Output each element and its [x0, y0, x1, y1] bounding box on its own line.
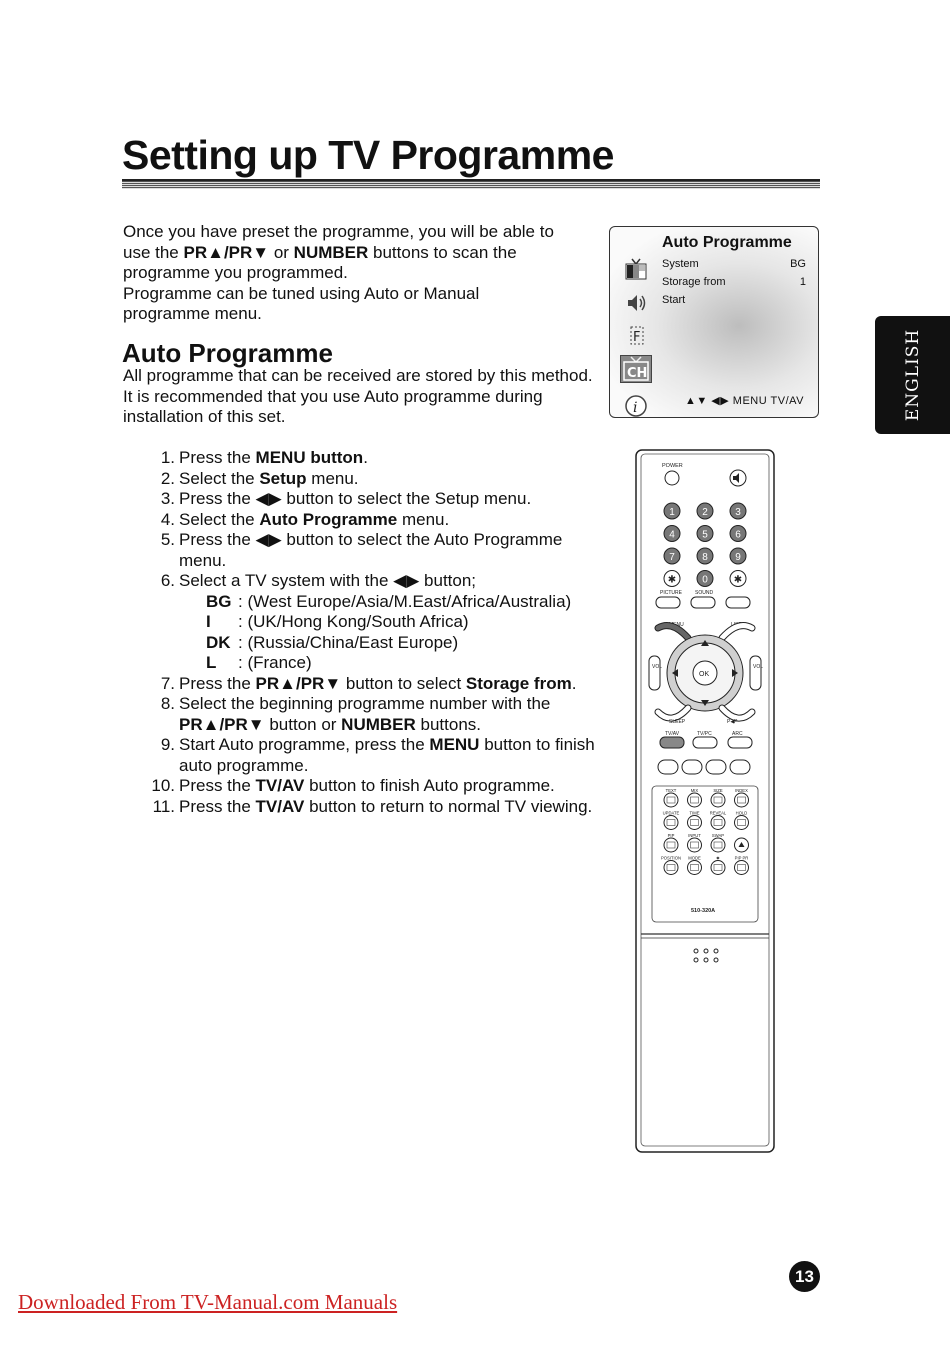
remote-teletext-button: [735, 861, 749, 875]
osd-nav-hint: ▲▼ ◀▶ MENU TV/AV: [684, 395, 804, 407]
text-run: buttons to scan the: [368, 242, 517, 262]
remote-teletext-label: PIP PR: [734, 855, 749, 861]
text-run: Select a TV system with the ◀▶ button;: [179, 571, 477, 590]
text-run: Press the ◀▶ button to select the Auto Programme menu.: [179, 530, 563, 570]
remote-tvav-label: TV/AV: [665, 731, 680, 737]
tv-system-code: L: [206, 653, 217, 672]
step-item: [140, 735, 610, 776]
step-text: [179, 674, 610, 695]
title-rule: [122, 179, 820, 189]
remote-teletext-label: ✱: [716, 855, 720, 861]
intro-paragraph: [123, 222, 603, 325]
channel-icon: [620, 355, 652, 383]
remote-number-label: 5: [702, 529, 708, 541]
remote-teletext-button: [664, 816, 678, 830]
remote-tv-radio-button: [726, 597, 750, 608]
remote-number-label: ✱: [733, 574, 743, 586]
text-run: buttons.: [415, 714, 481, 734]
remote-model-label: 510-320A: [691, 908, 716, 914]
intro-line: [123, 284, 603, 305]
remote-menu-label: MENU: [669, 622, 684, 628]
step-number: 2.: [160, 468, 175, 488]
text-run: Select the beginning programme number with the: [179, 694, 551, 713]
text-run: Press the ◀▶ button to select the Setup menu.: [179, 489, 532, 508]
remote-teletext-label: REVEAL: [709, 810, 727, 816]
bold-term: Setup: [259, 468, 307, 488]
step-text: [179, 530, 610, 571]
channel-icon-label: CH: [627, 366, 648, 381]
remote-tvpc-button: [693, 737, 717, 748]
step-item: [140, 674, 610, 695]
remote-teletext-button: [735, 816, 749, 830]
step-text: [179, 735, 610, 776]
text-run: .: [571, 673, 577, 693]
remote-number-label: 8: [702, 552, 708, 563]
step-text: [179, 571, 610, 592]
step-item: [140, 776, 610, 797]
remote-teletext-button: [711, 793, 725, 807]
text-run: .: [363, 448, 368, 467]
tv-system-regions: : (France): [238, 653, 312, 672]
remote-teletext-label: UPDATE: [662, 810, 680, 816]
step-number: 5.: [160, 530, 175, 549]
step-text: [179, 797, 610, 818]
tv-system-regions: : (UK/Hong Kong/South Africa): [238, 612, 469, 631]
intro-line: [123, 222, 603, 243]
step-text: [179, 469, 610, 490]
text-run: Once you have preset the programme, you will be able to: [123, 222, 554, 241]
picture-icon: [620, 257, 652, 285]
step-item: [140, 510, 610, 531]
text-run: menu.: [306, 468, 359, 488]
remote-number-label: 1: [669, 507, 675, 518]
text-run: Press the: [179, 673, 256, 693]
step-number: 6.: [160, 571, 175, 590]
remote-picture-button: [656, 597, 680, 608]
remote-teletext-label: SWAP: [711, 833, 725, 838]
remote-arc-button: [728, 737, 752, 748]
remote-list-label: LIST: [731, 622, 742, 628]
remote-number-label: 7: [669, 552, 675, 563]
intro-line: [123, 263, 603, 284]
remote-tvpc-label: TV/PC: [697, 731, 712, 737]
text-run: Start Auto programme, press the: [179, 735, 430, 754]
svg-text:VOL: VOL: [753, 664, 764, 670]
text-run: use the: [123, 242, 184, 262]
text-run: Select the: [179, 509, 260, 529]
page-title: Setting up TV Programme: [122, 132, 614, 178]
step-number: 8.: [160, 694, 175, 713]
step-item: [140, 448, 610, 469]
step-item: [140, 797, 610, 818]
remote-teletext-label: TIME: [689, 810, 700, 816]
step-item: [140, 571, 610, 592]
remote-teletext-button: [688, 861, 702, 875]
remote-teletext-label: MIX: [690, 788, 699, 793]
step-number: 7.: [160, 673, 175, 693]
text-run: button or: [264, 714, 342, 734]
bold-term: NUMBER: [341, 714, 416, 734]
bold-term: MENU button: [255, 448, 364, 467]
svg-text:VOL: VOL: [652, 664, 663, 670]
remote-teletext-button: [735, 793, 749, 807]
remote-number-label: ✱: [667, 574, 677, 586]
info-icon: [620, 393, 652, 418]
page-number: 13: [789, 1261, 820, 1292]
remote-teletext-button: [664, 793, 678, 807]
bold-term: MENU: [429, 735, 480, 754]
text-run: button to return to normal TV viewing.: [304, 796, 593, 816]
text-run: Select the: [179, 468, 260, 488]
remote-number-label: 2: [702, 507, 708, 518]
step-number: 9.: [160, 735, 175, 754]
remote-teletext-label: INDEX: [735, 788, 748, 793]
remote-teletext-button: [688, 793, 702, 807]
remote-picture-label: PICTURE: [660, 590, 682, 596]
remote-pswap-label: P◀P: [727, 719, 738, 725]
step-text: [179, 694, 610, 735]
tv-system-item: [140, 592, 610, 613]
osd-row-storage-from: Storage from 1: [662, 276, 806, 288]
osd-title: Auto Programme: [662, 234, 792, 251]
remote-arc-label: ARC: [732, 731, 743, 737]
bold-term: PR▲/PR▼: [179, 714, 265, 734]
tv-system-item: [140, 612, 610, 633]
text-run: Press the: [179, 448, 256, 467]
bold-term: TV/AV: [255, 776, 305, 795]
tv-system-code: DK: [206, 632, 231, 652]
step-number: 3.: [160, 489, 175, 508]
remote-ok-label: OK: [699, 671, 710, 678]
step-number: 4.: [160, 509, 175, 529]
osd-row-start: Start: [662, 294, 686, 306]
sound-icon: [620, 291, 652, 319]
svg-text:i: i: [633, 400, 638, 416]
remote-power-button: [665, 471, 679, 485]
remote-sound-button: [691, 597, 715, 608]
step-text: [179, 489, 610, 510]
bold-term: PR▲/PR▼: [183, 242, 270, 262]
step-number: 1.: [160, 448, 175, 467]
remote-teletext-button: [664, 861, 678, 875]
remote-vol-minus-button: [649, 656, 663, 690]
text-run: button to finish Auto programme.: [304, 776, 555, 795]
remote-teletext-button: [664, 838, 678, 852]
remote-teletext-button: [688, 838, 702, 852]
step-text: [179, 776, 610, 797]
text-run: Press the: [179, 796, 256, 816]
step-number: 10.: [151, 776, 175, 795]
remote-teletext-button: [711, 816, 725, 830]
remote-tvav-button: [660, 737, 684, 748]
text-run: programme you programmed.: [123, 263, 348, 282]
footer-link[interactable]: Downloaded From TV-Manual.com Manuals: [18, 1290, 398, 1314]
remote-teletext-label: SIZE: [713, 788, 723, 793]
remote-teletext-button: [711, 838, 725, 852]
tv-system-code: I: [206, 612, 211, 631]
remote-number-label: 0: [702, 574, 708, 586]
remote-teletext-label: TEXT: [665, 788, 677, 793]
text-run: button to select: [341, 673, 466, 693]
remote-vol-plus-button: [750, 656, 764, 690]
remote-teletext-label: INPUT: [688, 833, 701, 838]
intro-line: [123, 304, 603, 325]
osd-menu: [609, 226, 819, 418]
remote-teletext-button: [688, 816, 702, 830]
tv-system-regions: : (West Europe/Asia/M.East/Africa/Australia): [238, 591, 572, 611]
remote-teletext-label: POSITION: [660, 855, 682, 861]
remote-sound-label: SOUND: [695, 590, 714, 596]
remote-teletext-button: [711, 861, 725, 875]
step-text: [179, 510, 610, 531]
text-run: button to finish auto programme.: [179, 735, 595, 775]
section-description: All programme that can be received are stored by this method. It is recommended that you use Auto programme during installation of this set.: [123, 366, 593, 426]
remote-teletext-label: MODE: [688, 855, 701, 861]
remote-number-label: 3: [735, 507, 741, 518]
remote-number-label: 4: [669, 529, 675, 541]
bold-term: Auto Programme: [259, 509, 398, 529]
remote-teletext-label: HOLD: [735, 810, 748, 816]
osd-row-system: System BG: [662, 258, 806, 270]
steps-list: [140, 448, 610, 817]
tv-system-regions: : (Russia/China/East Europe): [238, 632, 459, 652]
remote-number-label: 9: [735, 552, 741, 563]
step-item: [140, 469, 610, 490]
time-icon: [620, 323, 652, 351]
text-run: programme menu.: [123, 304, 262, 323]
remote-teletext-label: PIP: [667, 833, 675, 838]
tv-system-item: [140, 653, 610, 674]
bold-term: Storage from: [465, 673, 572, 693]
remote-sleep-label: SLEEP: [669, 719, 686, 725]
step-item: [140, 530, 610, 571]
remote-number-label: 6: [735, 529, 741, 541]
language-tab: ENGLISH: [875, 316, 950, 434]
svg-text:F: F: [633, 330, 641, 345]
bold-term: PR▲/PR▼: [255, 673, 342, 693]
remote-power-label: POWER: [662, 463, 683, 469]
tv-system-item: [140, 633, 610, 654]
step-item: [140, 694, 610, 735]
bold-term: TV/AV: [255, 796, 305, 816]
text-run: menu.: [397, 509, 450, 529]
step-item: [140, 489, 610, 510]
tv-system-code: BG: [206, 591, 232, 611]
step-text: [179, 448, 610, 469]
text-run: Programme can be tuned using Auto or Manual: [123, 283, 480, 303]
text-run: or: [269, 242, 294, 262]
intro-line: [123, 243, 603, 264]
bold-term: NUMBER: [293, 242, 369, 262]
step-number: 11.: [152, 796, 175, 816]
remote-control-illustration: [632, 448, 778, 1154]
section-subtitle: Auto Programme: [122, 338, 333, 368]
text-run: Press the: [179, 776, 256, 795]
